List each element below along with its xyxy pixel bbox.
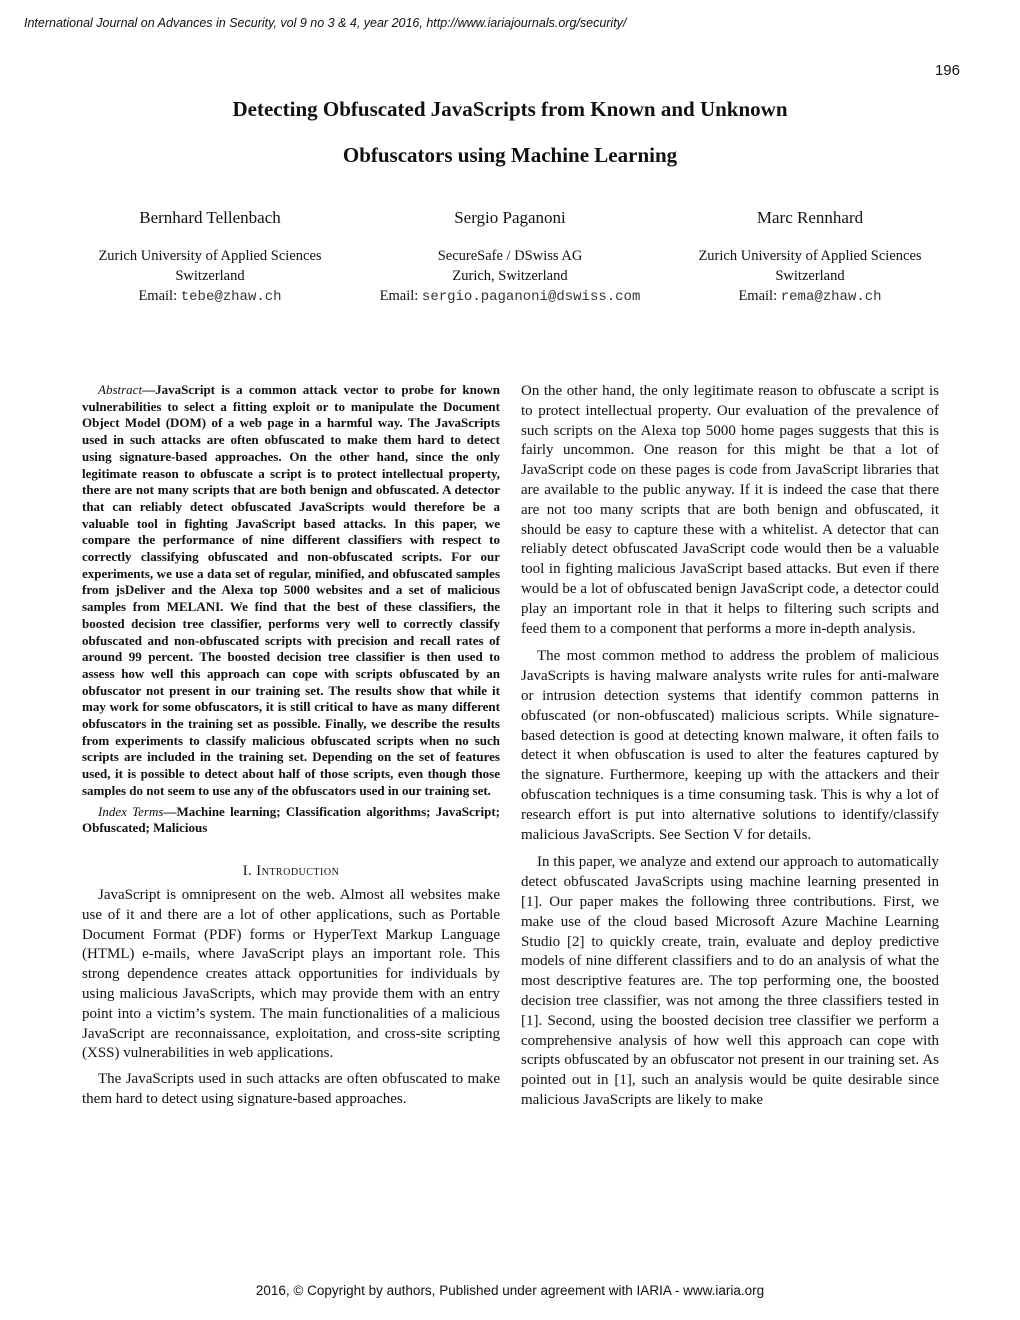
section-heading: I. Introduction <box>242 862 340 879</box>
copyright-footer: 2016, © Copyright by authors, Published under agreement with IARIA - www.iaria.org <box>255 1283 765 1298</box>
right-column <box>521 382 939 1119</box>
author-affiliation: Zurich University of Applied Sciences <box>98 248 322 264</box>
author-affiliation: SecureSafe / DSwiss AG <box>437 248 583 264</box>
author-country: Switzerland <box>775 268 845 284</box>
index-terms-lead: Index Terms <box>98 803 164 819</box>
author-email: sergio.paganoni@dswiss.com <box>421 289 641 305</box>
author-affiliation: Zurich University of Applied Sciences <box>698 248 922 264</box>
author-name: Marc Rennhard <box>756 208 864 227</box>
page-number: 196 <box>934 62 960 79</box>
author-country: Switzerland <box>175 268 245 284</box>
author-2 <box>360 206 660 307</box>
paragraph: In this paper, we analyze and extend our approach to automatically detect obfuscated JavaScripts using machine learning presented in [1]. Our paper makes the following three contributions. First, we make use of the cloud based Microsoft Azure Machine Learning Studio [2] to quickly create, train, evaluate and deploy predictive models of nine different classifiers and to do an analysis of what the most descriptive features are. The top performing one, the boosted decision tree classifier, was not among the three classifiers tested in [1]. Second, using the boosted decision tree classifier we perform a comprehensive analysis of how well this approach can cope with scripts obfuscated by an obfuscator not present in our training set. As pointed out in [1], such an analysis would be quite desirable since malicious JavaScripts are likely to make <box>521 854 939 1108</box>
paragraph: The most common method to address the problem of malicious JavaScripts is having malware analysts write rules for anti-malware or intrusion detection systems that identify common patterns in obfuscated (or non-obfuscated) malicious scripts. While signature-based detection is good at detecting known malware, it often fails to detect it when obfuscation is used to alter the features captured by the signature. Furthermore, keeping up with the attackers and their obfuscation techniques is a time consuming task. This is why a lot of research effort is put into alternative solutions to identify/classify malicious JavaScripts. See Section V for details. <box>521 648 939 843</box>
email-label: Email: <box>138 288 178 304</box>
author-email-line <box>60 286 360 307</box>
author-3 <box>660 206 960 307</box>
left-column <box>82 382 500 1116</box>
author-email: tebe@zhaw.ch <box>180 289 282 305</box>
paragraph: On the other hand, the only legitimate reason to obfuscate a script is to protect intellectual property. Our evaluation of the prevalence of such scripts on the Alexa top 5000 home pages suggests that this is fairly uncommon. One reason for this might be that a lot of JavaScript code on these pages is code from JavaScript libraries that are available to the public anyway. If it is indeed the case that there are not too many scripts that are both benign and obfuscated, it should be easy to capture these with a whitelist. A detector that can reliably detect obfuscated JavaScript code would then be a valuable tool in fighting malicious JavaScript based attacks. But even if there would be a lot of obfuscated benign JavaScript code, a detector could play an important role in that it helps to filtering such scripts and feed them to a component that performs a more in-depth analysis. <box>521 383 939 637</box>
author-country: Zurich, Switzerland <box>452 268 568 284</box>
paragraph: JavaScript is omnipresent on the web. Almost all websites make use of it and there are a lot of other applications, such as Portable Document Format (PDF) forms or HyperText Markup Language (HTML) e-mails, where JavaScript plays an important role. This strong dependence creates attack opportunities for individuals by using malicious JavaScripts, which may provide them with an entry point into a victim’s system. The main functionalities of a malicious JavaScript are reconnaissance, exploitation, and cross-site scripting (XSS) vulnerabilities in web applications. <box>82 886 500 1062</box>
author-name: Sergio Paganoni <box>454 208 566 227</box>
author-1 <box>60 206 360 307</box>
paragraph: The JavaScripts used in such attacks are often obfuscated to make them hard to detect using signature-based approaches. <box>82 1071 500 1107</box>
email-label: Email: <box>379 288 419 304</box>
email-label: Email: <box>738 288 778 304</box>
index-terms-text: —Machine learning; Classification algorithms; JavaScript; Obfuscated; Malicious <box>82 803 500 836</box>
index-terms <box>82 804 500 837</box>
author-name: Bernhard Tellenbach <box>139 208 281 227</box>
paper-title <box>80 86 940 178</box>
abstract-lead: Abstract <box>98 382 143 397</box>
author-email: rema@zhaw.ch <box>780 289 882 305</box>
abstract <box>82 382 500 800</box>
author-email-line <box>660 286 960 307</box>
author-email-line <box>360 286 660 307</box>
abstract-text: —JavaScript is a common attack vector to probe for known vulnerabilities to select a fitting exploit or to manipulate the Document Object Model (DOM) of a web page in a harmful way. The JavaScripts used in such attacks are often obfuscated to make them hard to detect using signature-based approaches. On the other hand, since the only legitimate reason to obfuscate a script is to protect intellectual property, there are not many scripts that are both benign and obfuscated. A detector that can reliably detect obfuscated JavaScripts would therefore be a valuable tool in fighting JavaScript based attacks. In this paper, we compare the performance of nine different classifiers with respect to correctly classifying obfuscated and non-obfuscated scripts. For our experiments, we use a data set of regular, minified, and obfuscated samples from jsDeliver and the Alexa top 5000 websites and a set of malicious samples from MELANI. We find that the best of these classifiers, the boosted decision tree classifier, performs very well to correctly classify obfuscated and non-obfuscated scripts with precision and recall rates of around 99 percent. The boosted decision tree classifier is then used to assess how well this approach can cope with scripts obfuscated by an obfuscator not present in our training set. The results show that while it may work for some obfuscators, it is still critical to have as many different obfuscators in the training set as possible. Finally, we describe the results from experiments to classify malicious obfuscated scripts when no such scripts are included in the training set. Depending on the set of features used, it is possible to detect about half of those scripts, even though those samples do not seem to use any of the obfuscators used in our training set. <box>82 382 500 798</box>
title-line-2: Obfuscators using Machine Learning <box>342 143 678 167</box>
title-line-1: Detecting Obfuscated JavaScripts from Known and Unknown <box>232 97 788 121</box>
journal-header: International Journal on Advances in Security, vol 9 no 3 & 4, year 2016, http://www.iariajournals.org/security/ <box>24 16 627 30</box>
